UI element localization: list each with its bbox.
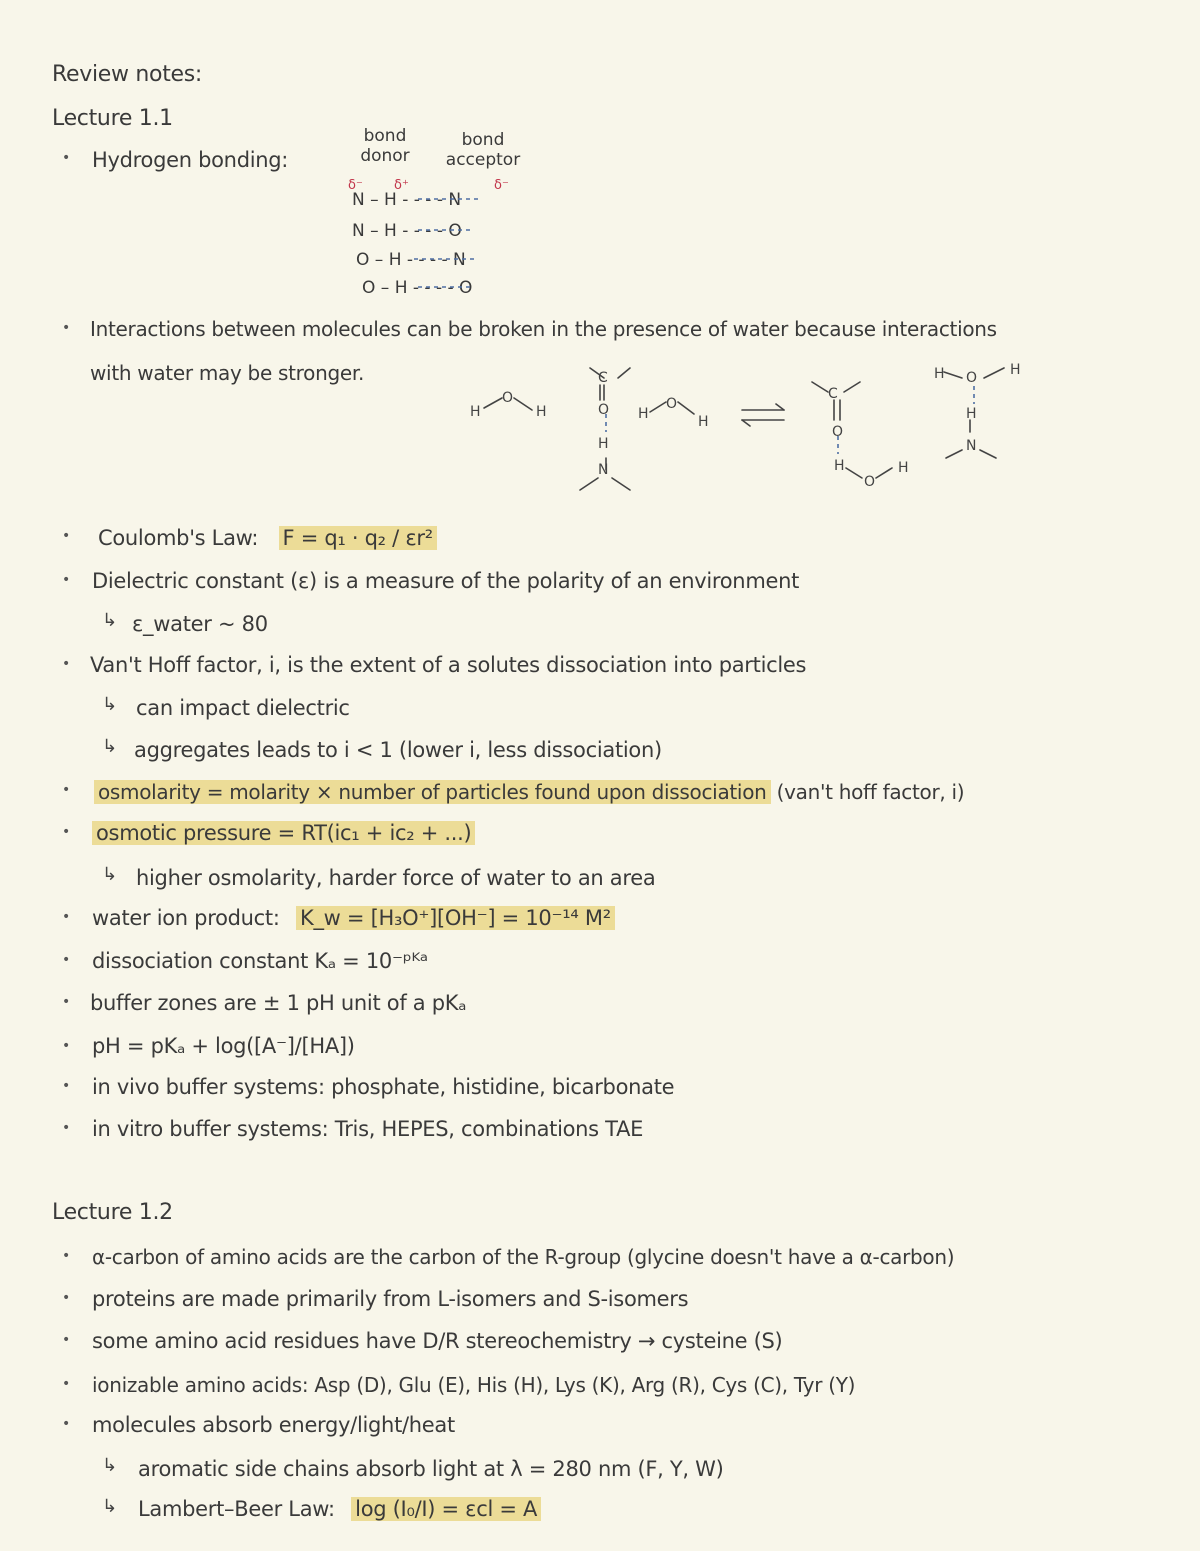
svg-text:H: H (470, 404, 481, 420)
vant-hoff-sub-1: can impact dielectric (136, 696, 350, 720)
osmolarity-highlight: osmolarity = molarity × number of particles found upon dissociation (94, 780, 771, 804)
buffer-zones-text: buffer zones are ± 1 pH unit of a pKₐ (90, 991, 467, 1015)
sub-arrow-icon: ↳ (102, 1455, 118, 1476)
sub-arrow-icon: ↳ (102, 1496, 118, 1517)
in-vitro-text: in vitro buffer systems: Tris, HEPES, combinations TAE (92, 1117, 644, 1141)
water-ion-equation: K_w = [H₃O⁺][OH⁻] = 10⁻¹⁴ M² (296, 906, 615, 930)
bullet-dot: • (62, 150, 71, 166)
svg-text:O: O (666, 396, 678, 412)
svg-text:H: H (1010, 362, 1021, 378)
svg-text:H: H (934, 366, 945, 382)
svg-text:O: O (502, 390, 514, 406)
dissociation-text: dissociation constant Kₐ = 10⁻ᵖᴷᵃ (92, 949, 428, 973)
bullet-dot: • (62, 909, 71, 925)
lambert-beer-line (138, 1497, 541, 1521)
coulomb-label (98, 526, 437, 550)
sub-arrow-icon: ↳ (102, 610, 118, 631)
svg-text:H: H (966, 406, 977, 422)
svg-text:O: O (864, 474, 876, 490)
svg-text:H: H (598, 436, 609, 452)
notes-title: Review notes: (52, 62, 203, 87)
water-hbond-equilibrium-diagram (0, 0, 1200, 520)
sub-arrow-icon: ↳ (102, 864, 118, 885)
svg-text:H: H (834, 458, 845, 474)
henderson-hasselbalch: pH = pKₐ + log([A⁻]/[HA]) (92, 1034, 355, 1058)
bullet-dot: • (62, 1332, 71, 1348)
delta-pos-mark: δ⁺ (394, 178, 409, 193)
interactions-line-2: with water may be stronger. (90, 361, 365, 385)
bond-donor-label: bond donor (360, 126, 410, 166)
bullet-dot: • (62, 320, 71, 336)
hbond-pair-4: O – H - - - - O (362, 278, 473, 298)
lecture-1-2-heading: Lecture 1.2 (52, 1200, 173, 1225)
osmotic-sub: higher osmolarity, harder force of water to an area (136, 866, 656, 890)
water-ion-line (92, 906, 615, 930)
lambert-beer-equation: log (I₀/I) = εcl = A (351, 1497, 541, 1521)
hbond-pair-3: O – H - - - - N (356, 250, 466, 270)
dielectric-water: ε_water ~ 80 (132, 612, 268, 636)
stereochemistry-text: some amino acid residues have D/R stereochemistry → cysteine (S) (92, 1329, 783, 1353)
svg-text:H: H (898, 460, 909, 476)
bullet-dot: • (62, 528, 71, 544)
bullet-dot: • (62, 994, 71, 1010)
svg-text:O: O (832, 424, 844, 440)
bullet-dot: • (62, 1376, 71, 1392)
ionizable-text: ionizable amino acids: Asp (D), Glu (E), His (H), Lys (K), Arg (R), Cys (C), Tyr (Y) (92, 1373, 856, 1397)
proteins-text: proteins are made primarily from L-isomers and S-isomers (92, 1287, 689, 1311)
bullet-dot: • (62, 782, 71, 798)
lecture-1-1-heading: Lecture 1.1 (52, 106, 173, 131)
aromatic-text: aromatic side chains absorb light at λ = 280 nm (F, Y, W) (138, 1457, 724, 1481)
sub-arrow-icon: ↳ (102, 736, 118, 757)
bullet-dot: • (62, 1038, 71, 1054)
hbond-pair-2: N – H - - - - O (352, 221, 462, 241)
bullet-dot: • (62, 1248, 71, 1264)
delta-neg-mark: δ⁻ (348, 178, 363, 193)
coulomb-equation: F = q₁ · q₂ / εr² (279, 526, 437, 550)
in-vivo-text: in vivo buffer systems: phosphate, histidine, bicarbonate (92, 1075, 675, 1099)
bullet-dot: • (62, 1120, 71, 1136)
svg-text:O: O (598, 402, 610, 418)
svg-text:O: O (966, 370, 978, 386)
bond-acceptor-label: bond acceptor (445, 130, 521, 170)
svg-text:C: C (598, 370, 608, 386)
bullet-dot: • (62, 656, 71, 672)
sub-arrow-icon: ↳ (102, 694, 118, 715)
bullet-dot: • (62, 952, 71, 968)
svg-text:H: H (638, 406, 649, 422)
bullet-dot: • (62, 572, 71, 588)
osmolarity-rest: (van't hoff factor, i) (770, 780, 965, 804)
vant-hoff-sub-2: aggregates leads to i < 1 (lower i, less dissociation) (134, 738, 662, 762)
lambert-beer-label: Lambert–Beer Law: (138, 1497, 335, 1521)
dielectric-text: Dielectric constant (ε) is a measure of the polarity of an environment (92, 569, 800, 593)
vant-hoff-text: Van't Hoff factor, i, is the extent of a solutes dissociation into particles (90, 653, 807, 677)
bullet-dot: • (62, 1416, 71, 1432)
coulomb-label-text: Coulomb's Law: (98, 526, 259, 550)
delta-neg-mark-acceptor: δ⁻ (494, 178, 509, 193)
osmotic-line (92, 821, 475, 845)
hbond-pair-1: N – H - - - - N (352, 190, 462, 210)
hbond-label: Hydrogen bonding: (92, 148, 289, 172)
svg-text:C: C (828, 386, 838, 402)
water-ion-label: water ion product: (92, 906, 280, 930)
osmotic-highlight: osmotic pressure = RT(ic₁ + ic₂ + ...) (92, 821, 475, 845)
svg-text:N: N (966, 438, 977, 454)
bullet-dot: • (62, 1290, 71, 1306)
svg-text:N: N (598, 462, 609, 478)
alpha-carbon-text: α-carbon of amino acids are the carbon of the R-group (glycine doesn't have a α-carbon) (92, 1245, 955, 1269)
interactions-line-1: Interactions between molecules can be broken in the presence of water because interactions (90, 317, 997, 341)
osmolarity-line (94, 780, 964, 804)
molecules-absorb-text: molecules absorb energy/light/heat (92, 1413, 455, 1437)
svg-text:H: H (698, 414, 709, 430)
bullet-dot: • (62, 824, 71, 840)
bullet-dot: • (62, 1078, 71, 1094)
svg-text:H: H (536, 404, 547, 420)
